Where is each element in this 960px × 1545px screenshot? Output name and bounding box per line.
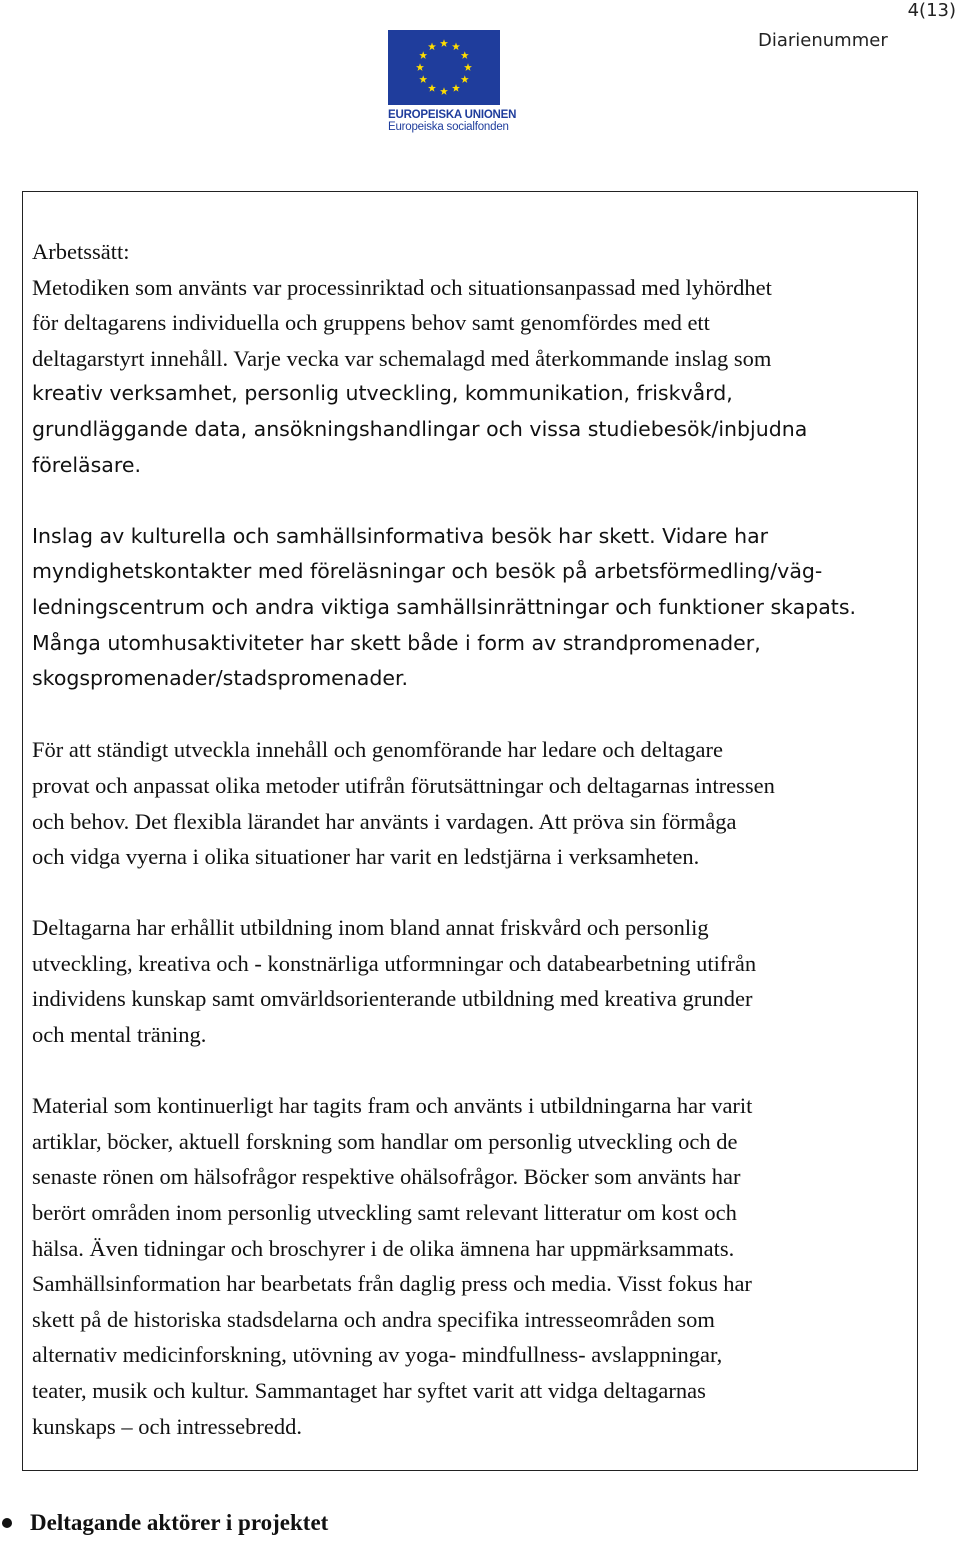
paragraph-line: Många utomhusaktiviteter har skett både i form av strandpromenader, [32, 630, 761, 655]
paragraph-line: skett på de historiska stadsdelarna och andra specifika intresseområden som [32, 1306, 715, 1332]
paragraph-line: artiklar, böcker, aktuell forskning som handlar om personlig utveckling och de [32, 1128, 738, 1154]
eu-flag-icon [388, 30, 500, 105]
eu-star-icon [440, 87, 448, 95]
paragraph-line: grundläggande data, ansökningshandlingar och vissa studiebesök/inbjudna [32, 416, 808, 441]
paragraph-line: och vidga vyerna i olika situationer har varit en ledstjärna i verksamheten. [32, 844, 700, 870]
paragraph-5 [32, 1088, 912, 1444]
eu-star-icon [428, 43, 436, 51]
eu-logo [388, 30, 517, 134]
page-number: 4(13) [907, 0, 956, 21]
bullet-icon [2, 1518, 12, 1528]
paragraph-line: senaste rönen om hälsofrågor respektive ohälsofrågor. Böcker som använts har [32, 1164, 741, 1190]
paragraph-1 [32, 270, 912, 484]
paragraph-line: För att ständigt utveckla innehåll och genomförande har ledare och deltagare [32, 737, 723, 763]
eu-star-icon [464, 63, 472, 71]
paragraph-line: Metodiken som använts var processinriktad och situationsanpassad med lyhördhet [32, 274, 772, 300]
content-box-body [32, 234, 912, 1480]
eu-star-icon [461, 75, 469, 83]
paragraph-line: föreläsare. [32, 452, 141, 477]
eu-star-icon [419, 75, 427, 83]
paragraph-line: skogspromenader/stadspromenader. [32, 666, 409, 691]
eu-star-icon [428, 84, 436, 92]
eu-star-icon [416, 63, 424, 71]
paragraph-line: och behov. Det flexibla lärandet har använts i vardagen. Att pröva sin förmåga [32, 808, 737, 834]
eu-star-icon [452, 43, 460, 51]
paragraph-line: kreativ verksamhet, personlig utveckling, kommunikation, friskvård, [32, 381, 733, 406]
paragraph-line: Samhällsinformation har bearbetats från daglig press och media. Visst fokus har [32, 1271, 752, 1297]
eu-logo-line1: EUROPEISKA UNIONEN [388, 109, 517, 121]
paragraph-line: individens kunskap samt omvärldsorienterande utbildning med kreativa grunder [32, 986, 753, 1012]
content-box [22, 191, 918, 1471]
paragraph-line: hälsa. Även tidningar och broschyrer i de olika ämnena har uppmärksammats. [32, 1235, 735, 1261]
paragraph-line: Inslag av kulturella och samhällsinformativa besök har skett. Vidare har [32, 523, 769, 548]
eu-star-icon [452, 84, 460, 92]
paragraph-line: och mental träning. [32, 1022, 207, 1048]
paragraph-line: för deltagarens individuella och gruppens behov samt genomfördes med ett [32, 310, 710, 336]
eu-star-icon [419, 51, 427, 59]
paragraph-line: teater, musik och kultur. Sammantaget har syftet varit att vidga deltagarnas [32, 1378, 706, 1403]
paragraph-line: Deltagarna har erhållit utbildning inom bland annat friskvård och personlig [32, 915, 709, 941]
eu-star-icon [440, 39, 448, 47]
paragraph-line: provat och anpassat olika metoder utifrån förutsättningar och deltagarnas intressen [32, 772, 775, 798]
paragraph-line: ledningscentrum och andra viktiga samhällsinrättningar och funktioner skapats. [32, 594, 857, 619]
eu-logo-line2: Europeiska socialfonden [388, 121, 509, 133]
paragraph-line: myndighetskontakter med föreläsningar och besök på arbetsförmedling/väg- [32, 559, 823, 584]
bullet-item [0, 1510, 328, 1536]
paragraph-line: alternativ medicinforskning, utövning av yoga- mindfullness- avslappningar, [32, 1342, 723, 1368]
diarienummer-label: Diarienummer [758, 30, 888, 51]
paragraph-2 [32, 519, 912, 697]
bullet-heading: Deltagande aktörer i projektet [30, 1510, 329, 1535]
paragraph-3 [32, 732, 912, 874]
paragraph-4 [32, 910, 912, 1052]
section-heading [32, 234, 912, 270]
paragraph-line: kunskaps – och intressebredd. [32, 1413, 302, 1439]
paragraph-line: deltagarstyrt innehåll. Varje vecka var schemalagd med återkommande inslag som [32, 345, 772, 371]
paragraph-line: berört områden inom personlig utveckling samt relevant litteratur om kost och [32, 1200, 737, 1226]
heading-text: Arbetssätt: [32, 239, 130, 264]
eu-star-icon [461, 51, 469, 59]
paragraph-line: utveckling, kreativa och - konstnärliga utformningar och databearbetning utifrån [32, 950, 757, 976]
paragraph-line: Material som kontinuerligt har tagits fram och använts i utbildningarna har varit [32, 1093, 753, 1119]
